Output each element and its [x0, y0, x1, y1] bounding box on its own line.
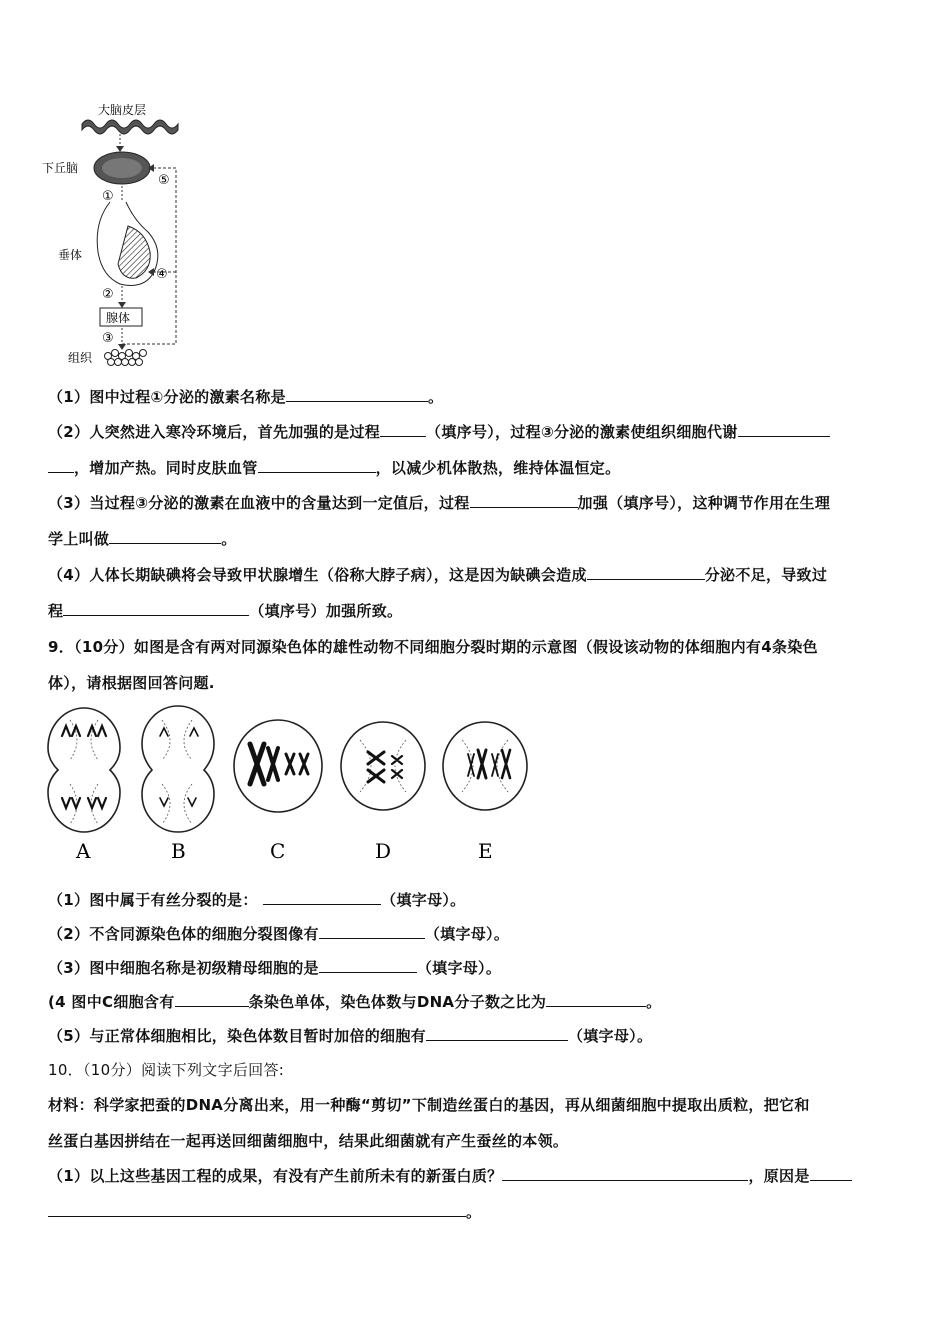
svg-text:④: ④	[156, 267, 168, 282]
q9-part1: （1）图中属于有丝分裂的是： （填字母）。	[48, 891, 466, 909]
q8-part3-cont: 学上叫做 。	[48, 530, 237, 548]
q9-stem: 9．（10分）如图是含有两对同源染色体的雄性动物不同细胞分裂时期的示意图（假设该动物的体细胞内有4条染色	[48, 638, 818, 656]
svg-text:⑤: ⑤	[158, 173, 170, 188]
q9-part4: (4 图中C细胞含有 条染色单体，染色体数与DNA分子数之比为 。	[48, 993, 662, 1011]
svg-text:②: ②	[102, 287, 114, 302]
q10-material-cont: 丝蛋白基因拼结在一起再送回细菌细胞中，结果此细菌就有产生蚕丝的本领。	[48, 1132, 569, 1150]
label-B: B	[171, 839, 186, 863]
gland-label: 腺体	[106, 311, 131, 325]
q9-part2: （2）不含同源染色体的细胞分裂图像有 （填字母）。	[48, 925, 510, 943]
label-E: E	[478, 839, 493, 863]
q9-part3: （3）图中细胞名称是初级精母细胞的是 （填字母）。	[48, 959, 502, 977]
label-C: C	[270, 839, 286, 863]
q9-part5: （5）与正常体细胞相比，染色体数目暂时加倍的细胞有 （填字母）。	[48, 1027, 653, 1045]
q10-part1-cont: 。	[48, 1201, 481, 1222]
q8-part3: （3）当过程③分泌的激素在血液中的含量达到一定值后，过程 加强（填序号），这种调节作用在生理	[48, 494, 831, 512]
cortex-shape	[82, 120, 178, 134]
cell-C	[234, 720, 322, 812]
q8-part1: （1）图中过程①分泌的激素名称是 。	[48, 388, 444, 406]
q10-part1: （1）以上这些基因工程的成果，有没有产生前所未有的新蛋白质？ ，原因是	[48, 1165, 852, 1186]
q9-stem-cont: 体），请根据图回答问题.	[48, 674, 215, 692]
q8-part2: （2）人突然进入寒冷环境后，首先加强的是过程 （填序号），过程③分泌的激素使组织细胞代谢	[48, 421, 830, 442]
q8-part2-cont: ，增加产热。同时皮肤血管 ，以减少机体散热，维持体温恒定。	[48, 457, 620, 478]
hypothalamus-label: 下丘脑	[42, 161, 79, 175]
cortex-label: 大脑皮层	[98, 103, 147, 117]
label-A: A	[76, 839, 91, 863]
cell-A	[48, 708, 120, 832]
tissue-label: 组织	[68, 351, 93, 365]
pituitary-label: 垂体	[58, 248, 83, 262]
svg-text:①: ①	[102, 189, 114, 204]
cell-E	[443, 722, 527, 810]
svg-text:③: ③	[102, 331, 114, 346]
label-D: D	[375, 839, 392, 863]
q10-material: 材料：科学家把蚕的DNA分离出来，用一种酶“剪切”下制造丝蛋白的基因，再从细菌细胞中提取出质粒，把它和	[48, 1096, 810, 1114]
endocrine-diagram	[40, 96, 200, 376]
cell-B	[142, 706, 214, 832]
q8-part4: （4）人体长期缺碘将会导致甲状腺增生（俗称大脖子病），这是因为缺碘会造成 分泌不足，导致过	[48, 566, 828, 584]
tissue-cells	[105, 350, 147, 366]
cell-division-figure	[40, 700, 540, 870]
q10-stem: 10．（10分）阅读下列文字后回答:	[48, 1061, 285, 1079]
cell-D	[341, 722, 425, 810]
q8-part4-cont: 程 （填序号）加强所致。	[48, 602, 403, 620]
